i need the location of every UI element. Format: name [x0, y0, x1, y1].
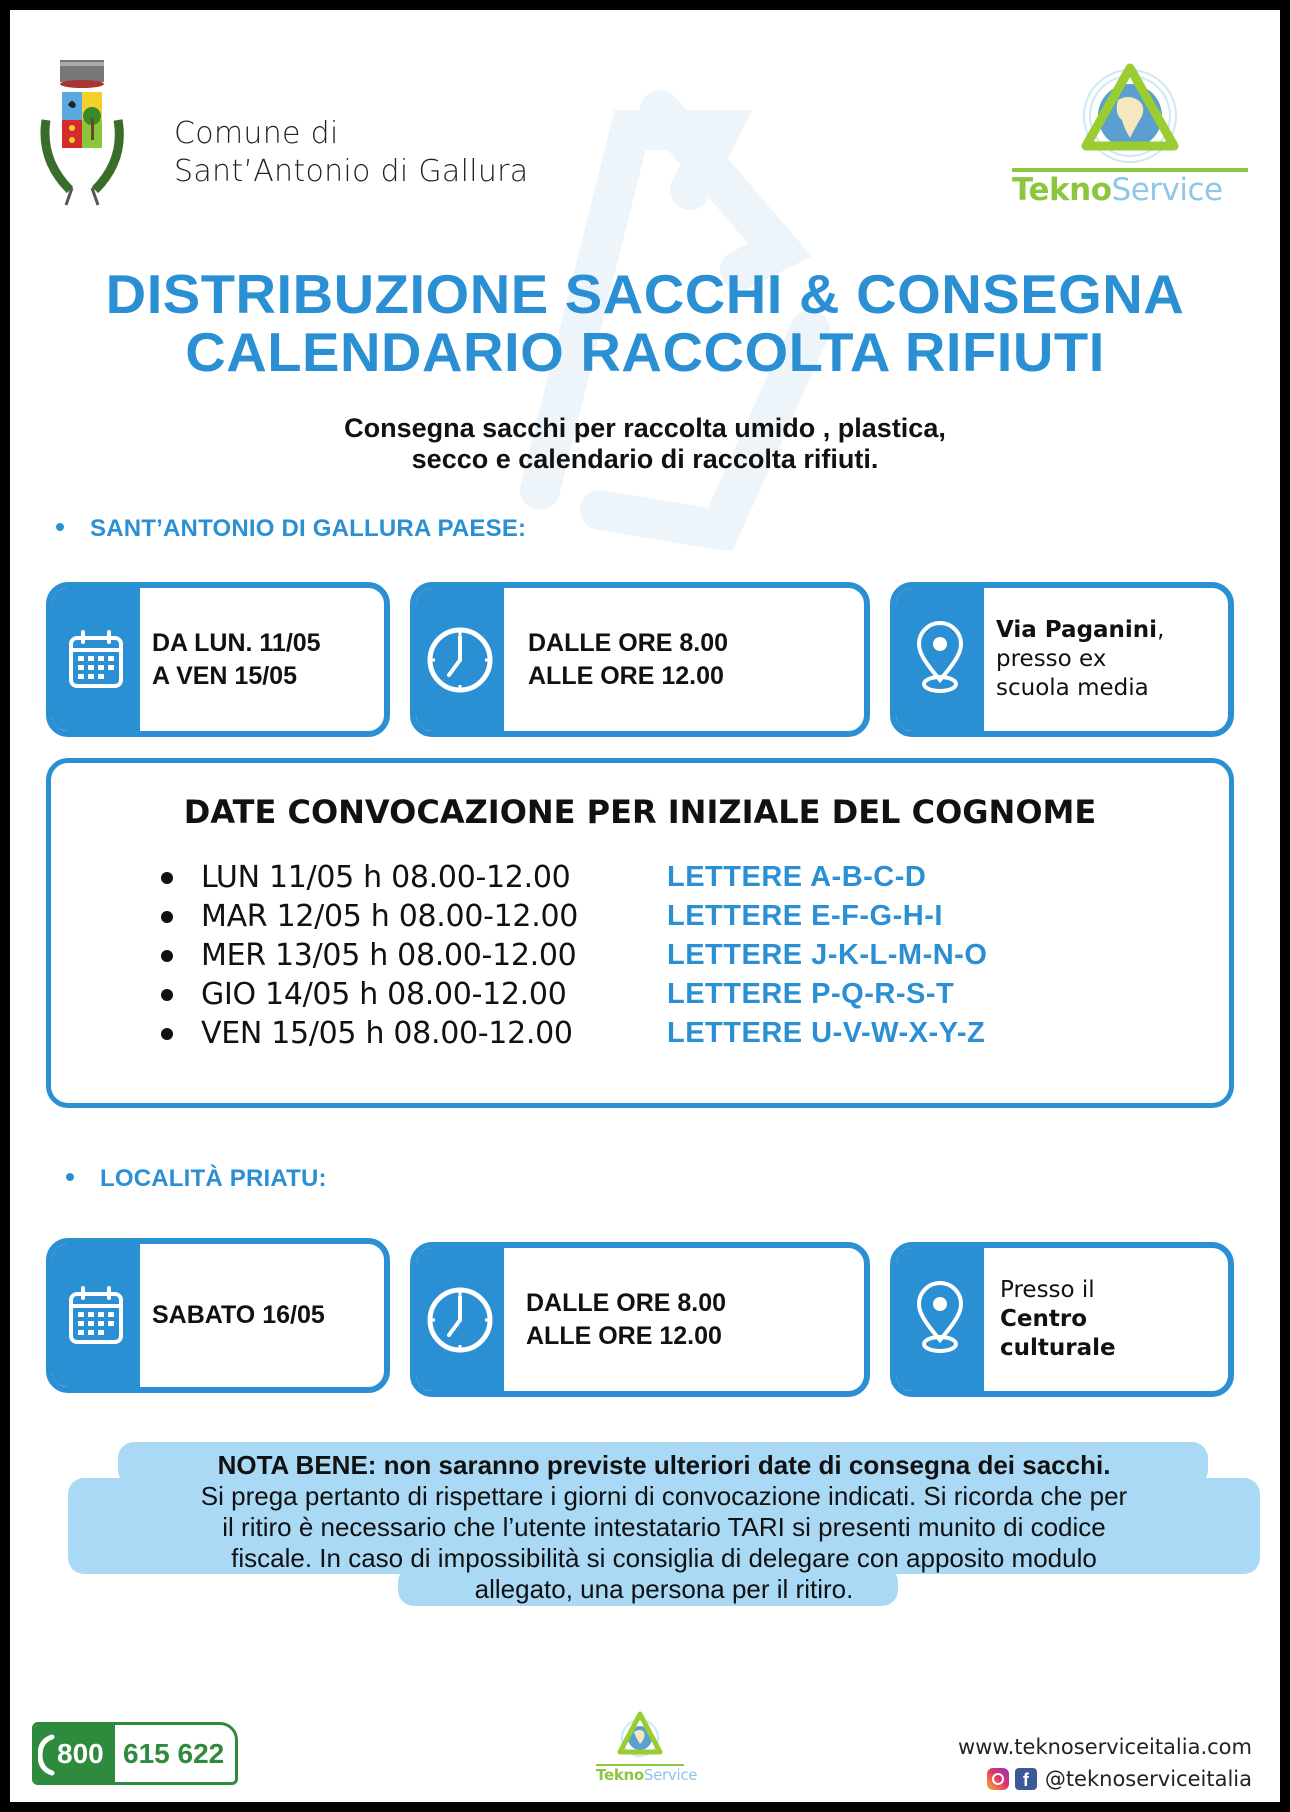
- location-line-1: Presso il: [1000, 1277, 1095, 1303]
- card-icon-column: [896, 588, 984, 731]
- convocation-row: [161, 858, 987, 897]
- note-text: [68, 1450, 1260, 1605]
- card-text: [996, 588, 1218, 731]
- convocation-date: GIO 14/05 h 08.00-12.00: [201, 977, 567, 1012]
- convocation-row: [161, 936, 987, 975]
- note-title: NOTA BENE: non saranno previste ulteriori date di consegna dei sacchi.: [217, 1450, 1111, 1480]
- bullet-icon: [56, 523, 64, 531]
- location-line-1: [996, 616, 1218, 645]
- bullet-icon: [161, 950, 173, 962]
- location-line-3: scuola media: [996, 675, 1149, 701]
- section-heading-paese: [56, 515, 526, 543]
- time-to: ALLE ORE 12.00: [526, 1321, 722, 1350]
- convocation-list: [161, 858, 987, 1053]
- brand-part-1: Tekno: [596, 1766, 644, 1784]
- convocation-letters: LETTERE E-F-G-H-I: [667, 900, 943, 932]
- brand-part-2: Service: [643, 1766, 698, 1784]
- subtitle-line-1: Consegna sacchi per raccolta umido , plastica,: [344, 413, 946, 443]
- convocation-box: [46, 758, 1234, 1108]
- convocation-letters: LETTERE P-Q-R-S-T: [667, 978, 955, 1010]
- brand-part-1: Tekno: [1012, 172, 1112, 208]
- section-heading-text: LOCALITÀ PRIATU:: [100, 1165, 327, 1192]
- time-to: ALLE ORE 12.00: [528, 661, 724, 690]
- bullet-icon: [161, 911, 173, 923]
- card-text: [152, 588, 374, 731]
- note-line: Si prega pertanto di rispettare i giorni di convocazione indicati. Si ricorda che per: [200, 1481, 1128, 1511]
- date-single: SABATO 16/05: [152, 1301, 325, 1329]
- convocation-letters: LETTERE J-K-L-M-N-O: [667, 939, 988, 971]
- comma: ,: [1157, 617, 1165, 643]
- street-name: Via Paganini: [996, 617, 1158, 643]
- municipality-line-1: Comune di: [174, 116, 339, 151]
- card-icon-column: [896, 1248, 984, 1391]
- convocation-letters: LETTERE U-V-W-X-Y-Z: [667, 1017, 986, 1049]
- time-range-card: [410, 1242, 870, 1397]
- bullet-icon: [161, 1028, 173, 1040]
- card-icon-column: [52, 588, 140, 731]
- important-note: [68, 1442, 1260, 1607]
- time-from: DALLE ORE 8.00: [528, 628, 729, 657]
- title-line-2: CALENDARIO RACCOLTA RIFIUTI: [185, 321, 1105, 383]
- note-line: allegato, una persona per il ritiro.: [474, 1574, 854, 1604]
- page-title: [10, 265, 1280, 381]
- location-line-3: culturale: [1000, 1335, 1116, 1361]
- teknoservice-wordmark: [1012, 172, 1248, 208]
- facebook-icon[interactable]: f: [1015, 1768, 1037, 1790]
- clock-icon: [425, 1285, 495, 1355]
- convocation-date: LUN 11/05 h 08.00-12.00: [201, 860, 571, 895]
- recycle-globe-icon: [616, 1710, 664, 1758]
- calendar-icon: [67, 628, 125, 692]
- date-from: DA LUN. 11/05: [152, 628, 321, 657]
- location-pin-icon: [913, 1280, 967, 1360]
- section-heading-priatu: [66, 1165, 327, 1193]
- note-line: il ritiro è necessario che l’utente intestatario TARI si presenti munito di codice: [222, 1512, 1106, 1542]
- bullet-icon: [66, 1173, 74, 1181]
- municipality-line-2: Sant’Antonio di Gallura: [174, 154, 529, 189]
- recycle-globe-icon: [1078, 60, 1182, 164]
- convocation-row: [161, 1014, 987, 1053]
- location-line-2: Centro: [1000, 1306, 1087, 1332]
- calendar-icon: [67, 1284, 125, 1348]
- subtitle-line-2: secco e calendario di raccolta rifiuti.: [411, 444, 879, 474]
- phone-handset-icon: [38, 1733, 56, 1777]
- location-pin-icon: [913, 620, 967, 700]
- convocation-date: VEN 15/05 h 08.00-12.00: [201, 1016, 573, 1051]
- date-to: A VEN 15/05: [152, 661, 297, 690]
- date-range-card: [46, 582, 390, 737]
- website-link[interactable]: www.teknoserviceitalia.com: [958, 1735, 1252, 1759]
- location-card: [890, 1242, 1234, 1397]
- location-card: [890, 582, 1234, 737]
- card-text: [152, 1244, 374, 1387]
- clock-icon: [425, 625, 495, 695]
- card-text: [528, 588, 854, 731]
- convocation-row: [161, 897, 987, 936]
- bullet-icon: [161, 872, 173, 884]
- convocation-title: DATE CONVOCAZIONE PER INIZIALE DEL COGNOME: [183, 793, 1097, 831]
- footer-teknoservice-logo: [580, 1710, 700, 1800]
- brand-part-2: Service: [1111, 172, 1223, 208]
- municipality-name: [174, 115, 528, 191]
- convocation-row: [161, 975, 987, 1014]
- phone-number: 615 622: [123, 1738, 225, 1769]
- date-card: [46, 1238, 390, 1393]
- time-from: DALLE ORE 8.00: [526, 1288, 727, 1317]
- instagram-icon[interactable]: [987, 1768, 1009, 1790]
- convocation-date: MAR 12/05 h 08.00-12.00: [201, 899, 579, 934]
- teknoservice-logo: [1010, 60, 1250, 220]
- card-text: [526, 1248, 854, 1391]
- teknoservice-wordmark: [596, 1766, 697, 1784]
- location-line-2: presso ex: [996, 646, 1107, 672]
- card-icon-column: [416, 588, 504, 731]
- subtitle: [10, 413, 1280, 475]
- convocation-date: MER 13/05 h 08.00-12.00: [201, 938, 577, 973]
- card-text: [1000, 1248, 1218, 1391]
- bullet-icon: [161, 989, 173, 1001]
- social-handle[interactable]: @teknoserviceitalia: [1044, 1767, 1252, 1791]
- phone-prefix: 800: [57, 1738, 104, 1769]
- municipal-crest-icon: [40, 60, 125, 210]
- convocation-letters: LETTERE A-B-C-D: [667, 861, 927, 893]
- card-icon-column: [52, 1244, 140, 1387]
- title-line-1: DISTRIBUZIONE SACCHI & CONSEGNA: [105, 263, 1185, 325]
- social-links: [987, 1767, 1252, 1791]
- flyer-page: [10, 10, 1280, 1802]
- time-range-card: [410, 582, 870, 737]
- toll-free-number[interactable]: [32, 1722, 238, 1785]
- section-heading-text: SANT’ANTONIO DI GALLURA PAESE:: [90, 515, 527, 542]
- card-icon-column: [416, 1248, 504, 1391]
- note-line: fiscale. In caso di impossibilità si consiglia di delegare con apposito modulo: [231, 1543, 1097, 1573]
